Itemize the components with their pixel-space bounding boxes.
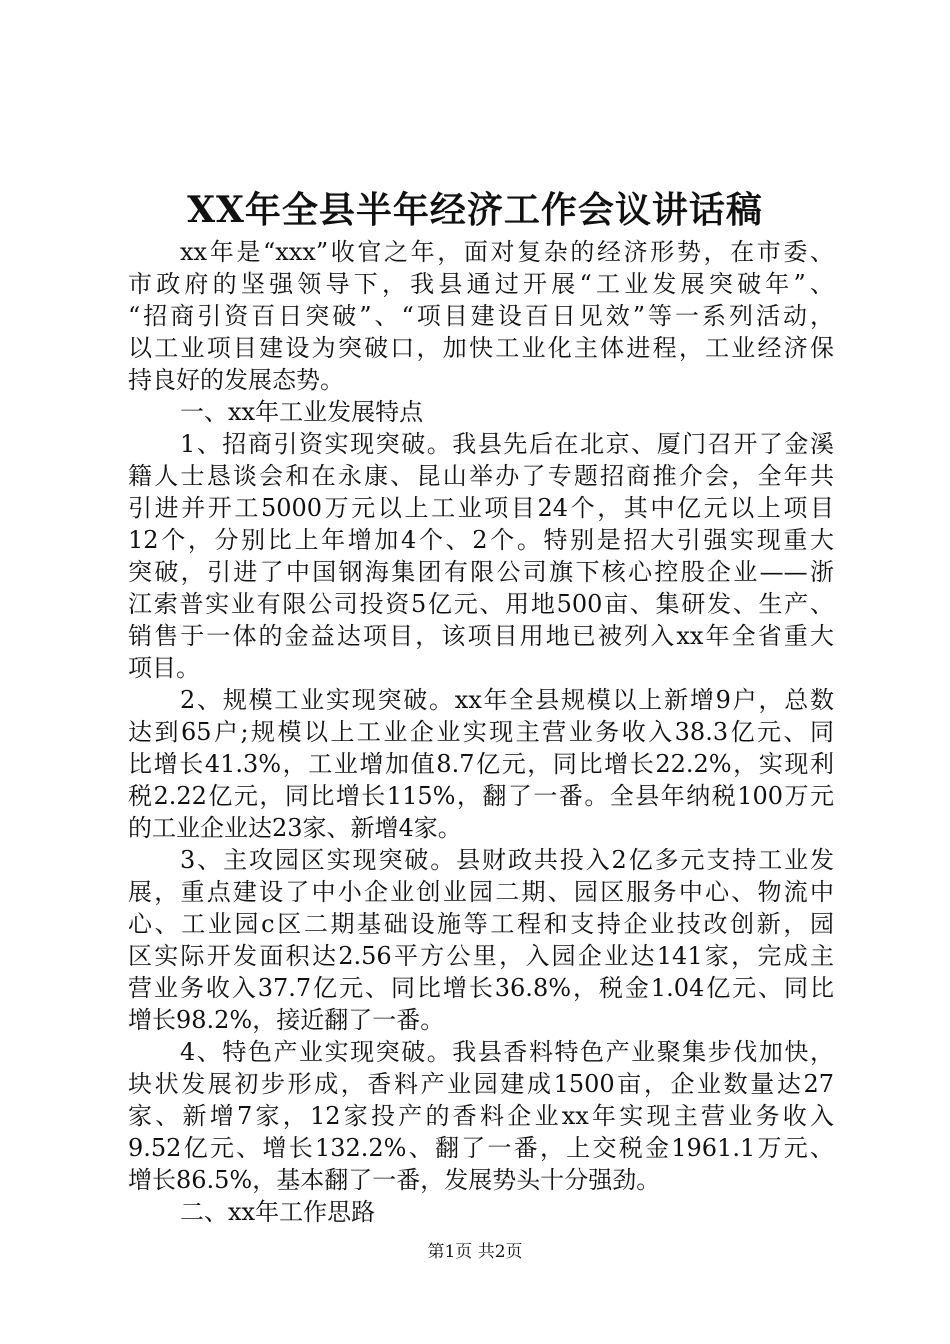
- body-text-line: 区实际开发面积达2.56平方公里，入园企业达141家，完成主: [128, 942, 834, 970]
- page-footer: 第1页 共2页: [427, 1242, 523, 1262]
- body-text-line: 增长98.2%，接近翻了一番。: [128, 1006, 445, 1034]
- body-text-line: 一、xx年工业发展特点: [180, 398, 424, 426]
- body-text-line: 营业务收入37.7亿元、同比增长36.8%，税金1.04亿元、同比: [128, 974, 834, 1002]
- body-text-line: 税2.22亿元，同比增长115%，翻了一番。全县年纳税100万元: [128, 782, 834, 810]
- body-text-line: 心、工业园c区二期基础设施等工程和支持企业技改创新，园: [128, 910, 834, 938]
- body-text-line: 持良好的发展态势。: [128, 366, 344, 394]
- body-text-line: 展，重点建设了中小企业创业园二期、园区服务中心、物流中: [128, 878, 834, 906]
- body-text-line: 引进并开工5000万元以上工业项目24个，其中亿元以上项目: [128, 494, 834, 522]
- body-text-line: “招商引资百日突破”、“项目建设百日见效”等一系列活动，: [128, 302, 834, 330]
- body-text-line: 的工业企业达23家、新增4家。: [128, 814, 462, 842]
- body-text-line: 2、规模工业实现突破。xx年全县规模以上新增9户，总数: [180, 686, 834, 714]
- body-text-line: 1、招商引资实现突破。我县先后在北京、厦门召开了金溪: [180, 430, 834, 458]
- body-text-line: 增长86.5%，基本翻了一番，发展势头十分强劲。: [128, 1166, 661, 1194]
- body-text-line: 市政府的坚强领导下，我县通过开展“工业发展突破年”、: [128, 270, 834, 298]
- body-text-line: 二、xx年工作思路: [180, 1198, 376, 1226]
- body-text-line: 比增长41.3%，工业增加值8.7亿元，同比增长22.2%，实现利: [128, 750, 834, 778]
- body-text-line: 12个，分别比上年增加4个、2个。特别是招大引强实现重大: [128, 526, 834, 554]
- body-text-line: 江索普实业有限公司投资5亿元、用地500亩、集研发、生产、: [128, 590, 834, 618]
- body-text-line: 突破，引进了中国钢海集团有限公司旗下核心控股企业——浙: [128, 558, 834, 586]
- body-text-line: 9.52亿元、增长132.2%、翻了一番，上交税金1961.1万元、: [128, 1134, 834, 1162]
- body-text-line: xx年是“xxx”收官之年，面对复杂的经济形势，在市委、: [180, 238, 834, 266]
- body-text-line: 以工业项目建设为突破口，加快工业化主体进程，工业经济保: [128, 334, 834, 362]
- body-text-line: 项目。: [128, 654, 200, 682]
- body-text-line: 块状发展初步形成，香料产业园建成1500亩，企业数量达27: [128, 1070, 834, 1098]
- document-title: XX年全县半年经济工作会议讲话稿: [187, 189, 763, 231]
- body-text-line: 销售于一体的金益达项目，该项目用地已被列入xx年全省重大: [128, 622, 834, 650]
- body-text-line: 达到65户;规模以上工业企业实现主营业务收入38.3亿元、同: [128, 718, 834, 746]
- body-text-line: 家、新增7家，12家投产的香料企业xx年实现主营业务收入: [128, 1102, 834, 1130]
- body-text-line: 3、主攻园区实现突破。县财政共投入2亿多元支持工业发: [180, 846, 834, 874]
- body-text-line: 4、特色产业实现突破。我县香料特色产业聚集步伐加快，: [180, 1038, 834, 1066]
- document-body: [128, 236, 834, 1228]
- body-text-line: 籍人士恳谈会和在永康、昆山举办了专题招商推介会，全年共: [128, 462, 834, 490]
